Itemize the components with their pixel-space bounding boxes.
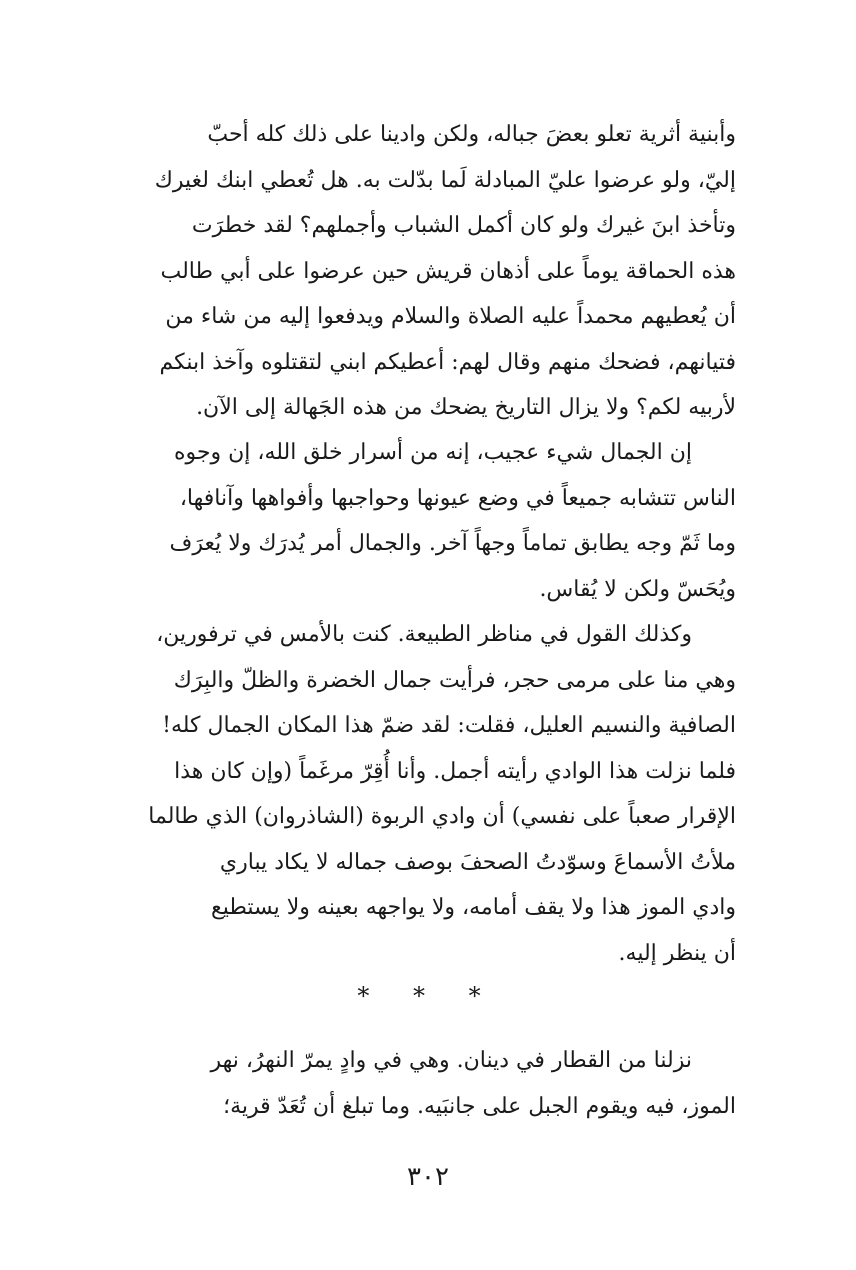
text-line: فلما نزلت هذا الوادي رأيته أجمل. وأنا أُقِرّ مرغَماً (وإن كان هذا — [174, 758, 736, 784]
text-line: أن يُعطيهم محمداً عليه الصلاة والسلام ويدفعوا إليه من شاء من — [165, 304, 736, 329]
section-separator: * * * — [357, 982, 499, 1010]
text-line: وما ثَمّ وجه يطابق تماماً وجهاً آخر. والجمال أمر يُدرَك ولا يُعرَف — [169, 531, 736, 556]
text-line: وكذلك القول في مناظر الطبيعة. كنت بالأمس في ترفورين، — [156, 622, 692, 647]
text-line: الناس تتشابه جميعاً في وضع عيونها وحواجبها وأفواهها وآنافها، — [179, 485, 736, 511]
text-line: وأبنية أثرية تعلو بعضَ جباله، ولكن وادينا على ذلك كله أحبّ — [207, 122, 736, 147]
page-number: ٣٠٢ — [407, 1162, 449, 1192]
paragraph-1 — [120, 112, 736, 431]
text-line: إليّ، ولو عرضوا عليّ المبادلة لَما بدّلت به. هل تُعطي ابنك لغيرك — [154, 167, 736, 193]
text-line: أن ينظر إليه. — [618, 940, 736, 966]
paragraph-4 — [120, 1038, 736, 1129]
text-line: ويُحَسّ ولكن لا يُقاس. — [539, 576, 736, 602]
text-line: الإقرار صعباً على نفسي) أن وادي الربوة (الشاذروان) الذي طالما — [148, 804, 736, 829]
text-line: الموز، فيه ويقوم الجبل على جانبَيه. وما تبلغ أن تُعَدّ قرية؛ — [223, 1093, 736, 1119]
text-line: نزلنا من القطار في دينان. وهي في وادٍ يمرّ النهرُ، نهر — [210, 1048, 692, 1073]
text-line: إن الجمال شيء عجيب، إنه من أسرار خلق الله، إن وجوه — [174, 440, 692, 465]
text-line: وهي منا على مرمى حجر، فرأيت جمال الخضرة والظلّ والبِرَك — [173, 667, 736, 693]
text-line: الصافية والنسيم العليل، فقلت: لقد ضمّ هذا المكان الجمال كله! — [162, 713, 736, 738]
text-line: ملأتُ الأسماعَ وسوّدتُ الصحفَ بوصف جماله لا يكاد يباري — [219, 849, 736, 875]
text-line: هذه الحماقة يوماً على أذهان قريش حين عرضوا على أبي طالب — [160, 258, 736, 284]
text-line: لأربيه لكم؟ ولا يزال التاريخ يضحك من هذه الجَهالة إلى الآن. — [196, 395, 736, 420]
text-line: وادي الموز هذا ولا يقف أمامه، ولا يواجهه بعينه ولا يستطيع — [210, 895, 736, 920]
paragraph-3 — [120, 612, 736, 976]
text-line: وتأخذ ابنَ غيرك ولو كان أكمل الشباب وأجملهم؟ لقد خطرَت — [191, 213, 736, 238]
paragraph-2 — [120, 430, 736, 612]
text-line: فتيانهم، فضحك منهم وقال لهم: أعطيكم ابني لتقتلوه وآخذ ابنكم — [159, 349, 736, 375]
